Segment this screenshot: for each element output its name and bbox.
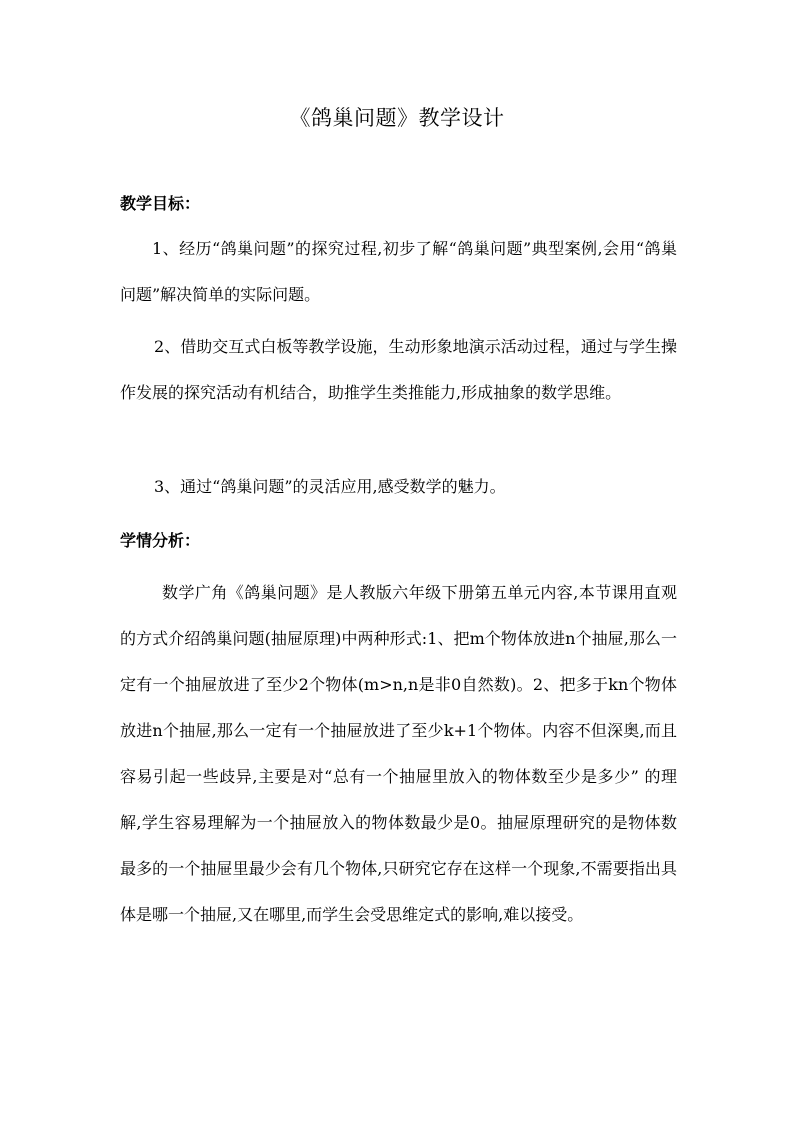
learning-analysis-paragraph: 数学广角《鸽巢问题》是人教版六年级下册第五单元内容,本节课用直观的方式介绍鸽巢问题(抽屉原理)中两种形式:1、把m个物体放进n个抽屉,那么一定有一个抽屉放进了至少2个物体(m>n,n是非0自然数)。2、把多于kn个物体放进n个抽屉,那么一定有一个抽屉放进了至少k+1个物体。内容不但深奥,而且容易引起一些歧异,主要是对“总有一个抽屉里放入的物体数至少是多少” 的理解,学生容易理解为一个抽屉放入的物体数最少是0。抽屉原理研究的是物体数最多的一个抽屉里最少会有几个物体,只研究它存在这样一个现象,不需要指出具体是哪一个抽屉,又在哪里,而学生会受思维定式的影响,难以接受。 <box>120 583 677 924</box>
section-heading-learning-analysis: 学情分析： <box>120 531 201 550</box>
teaching-goal-2: 2、借助交互式白板等教学设施，生动形象地演示活动过程，通过与学生操作发展的探究活动有机结合，助推学生类推能力,形成抽象的数学思维。 <box>120 337 677 402</box>
section-heading-teaching-goals: 教学目标： <box>120 194 201 213</box>
teaching-goal-1: 1、经历“鸽巢问题”的探究过程,初步了解“鸽巢问题”典型案例,会用“鸽巢问题”解决简单的实际问题。 <box>120 239 677 304</box>
teaching-goal-3: 3、通过“鸽巢问题”的灵活应用,感受数学的魅力。 <box>154 477 506 496</box>
document-title: 《鸽巢问题》教学设计 <box>289 106 505 130</box>
